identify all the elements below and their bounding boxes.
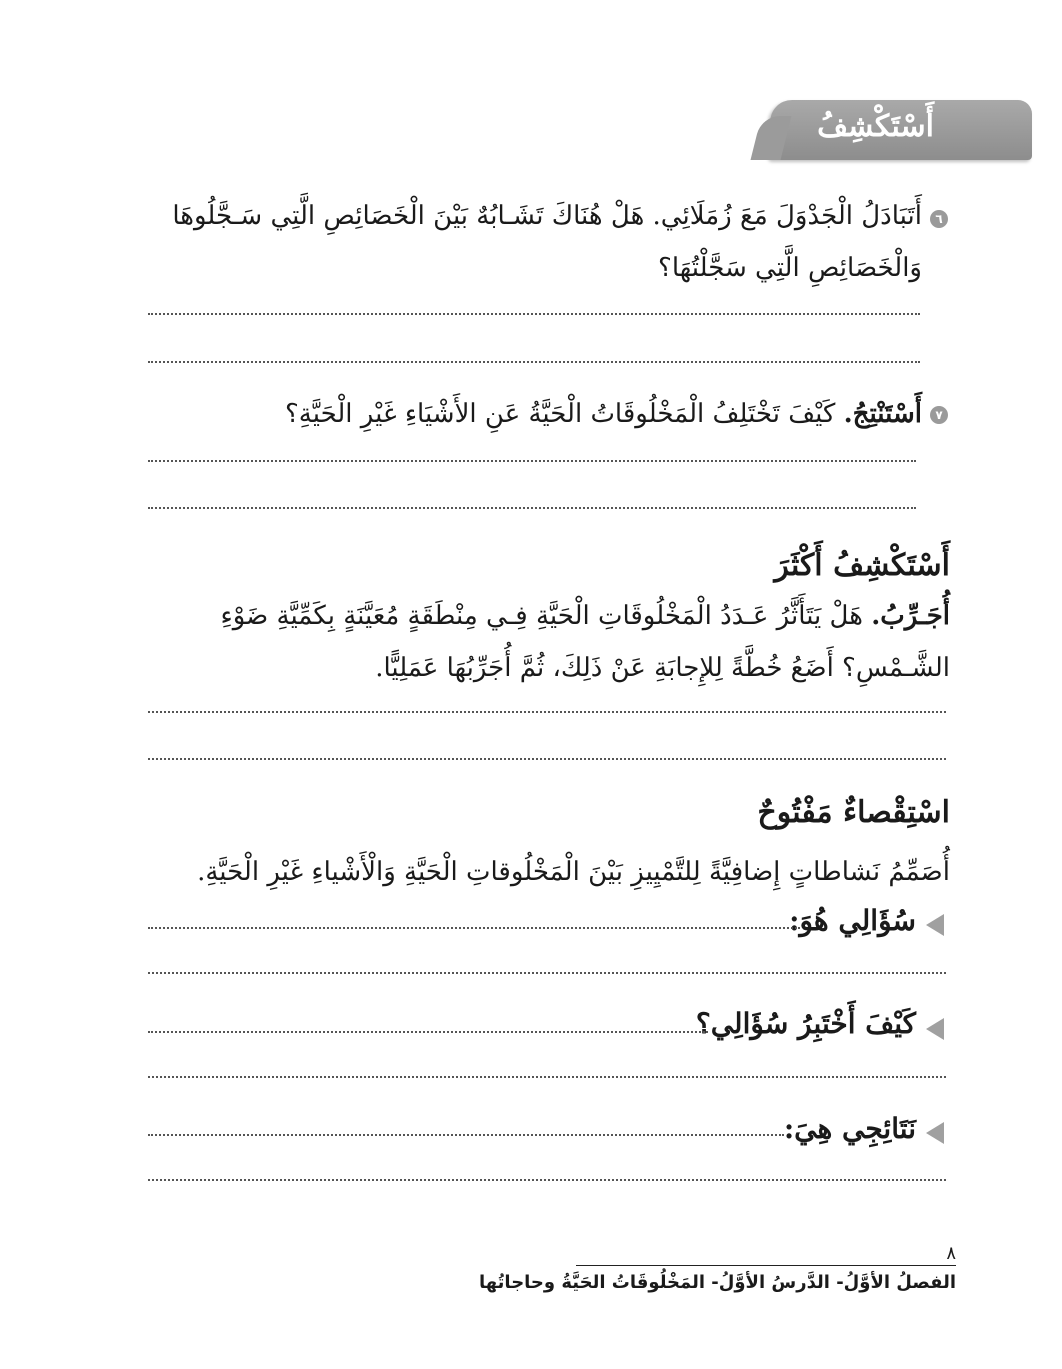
page-number: ٨ xyxy=(946,1243,956,1264)
answer-line xyxy=(148,1076,946,1078)
answer-line xyxy=(148,1179,946,1181)
question-6 xyxy=(140,190,922,294)
question-7-label: أَسْتَنْتِجُ. xyxy=(843,399,922,429)
question-7 xyxy=(140,388,922,440)
answer-line xyxy=(148,361,920,363)
question-7-number: ٧ xyxy=(930,406,948,424)
bullet-arrow-icon xyxy=(926,914,944,936)
explore-more-heading: أَسْتَكْشِفُ أَكْثَرَ xyxy=(774,548,950,583)
footer-divider xyxy=(576,1265,956,1266)
explore-more-text: هَلْ يَتَأَثَّرُ عَـدَدُ الْمَخْلُوقَاتِ الْحَيَّةِ فِـي مِنْطَقَةٍ مُعَيَّنَةٍ بِكَمِّيَّةِ ضَوْءِ الشَّـمْسِ؟ أَضَعُ خُطَّةً لِلإِجابَةِ عَنْ ذَلِكَ، ثُمَّ أُجَرِّبُهَا عَمَلِيًّا. xyxy=(220,601,950,683)
question-7-text: كَيْفَ تَخْتَلِفُ الْمَخْلُوقَاتُ الْحَيَّةُ عَنِ الأَشْيَاءِ غَيْرِ الْحَيَّةِ؟ xyxy=(284,399,836,429)
prompt-test: كَيْفَ أَخْتَبِرُ سُؤَالِي؟ xyxy=(695,1007,916,1040)
answer-line xyxy=(148,507,916,509)
answer-line xyxy=(148,313,920,315)
answer-line xyxy=(148,1031,708,1033)
answer-line xyxy=(148,711,946,713)
chapter-footer: الفصلُ الأوَّلُ- الدَّرسُ الأوَّلُ- المَخْلُوقَاتُ الحَيَّةُ وحاجاتُها xyxy=(479,1272,956,1293)
bullet-arrow-icon xyxy=(926,1122,944,1144)
answer-line xyxy=(148,972,946,974)
answer-line xyxy=(148,1134,784,1136)
answer-line xyxy=(148,758,946,760)
explore-more-paragraph xyxy=(115,590,950,694)
open-inquiry-heading: اسْتِقْصاءٌ مَفْتُوحٌ xyxy=(757,795,950,830)
explore-more-label: أُجَـرِّبُ. xyxy=(871,601,950,631)
answer-line xyxy=(148,460,916,462)
answer-line xyxy=(148,927,800,929)
bullet-arrow-icon xyxy=(926,1018,944,1040)
prompt-question: سُؤَالِي هُوَ: xyxy=(789,904,916,937)
section-tab-title: أَسْتَكْشِفُ xyxy=(817,109,934,144)
question-6-text: أَتَبَادَلُ الْجَدْوَلَ مَعَ زُمَلَائِي. هَلْ هُنَاكَ تَشَـابُهٌ بَيْنَ الْخَصَائِصِ الَّتِي سَـجَّلُوهَا وَالْخَصَائِصِ الَّتِي سَجَّلْتُهَا؟ xyxy=(172,201,922,283)
prompt-results: نَتَائِجِي هِيَ: xyxy=(783,1112,916,1145)
open-inquiry-text: أُصَمِّمُ نَشاطاتٍ إِضافِيَّةً لِلتَّمْيِيزِ بَيْنَ الْمَخْلُوقاتِ الْحَيَّةِ وَالْأَشْياءِ غَيْرِ الْحَيَّةِ. xyxy=(197,857,950,887)
question-6-number: ٦ xyxy=(930,210,948,228)
